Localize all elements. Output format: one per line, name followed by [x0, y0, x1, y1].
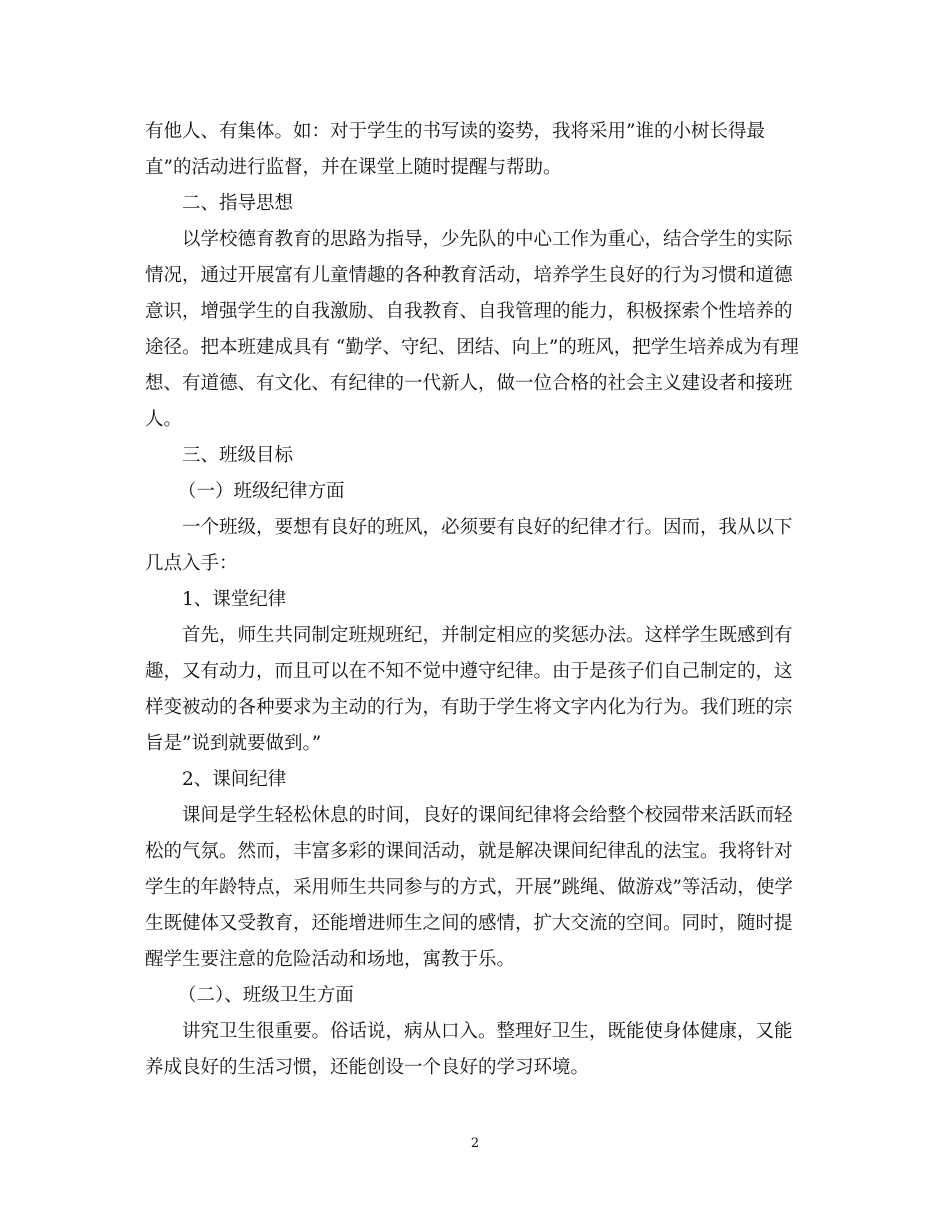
text-line: 醒学生要注意的危险活动和场地，寓教于乐。: [145, 949, 516, 970]
subsection-heading: （一）班级纪律方面: [178, 481, 345, 502]
text-line: 意识，增强学生的自我激励、自我教育、自我管理的能力，积极探索个性培养的: [145, 301, 793, 322]
text-line: 生既健体又受教育，还能增进师生之间的感情，扩大交流的空间。同时，随时提: [145, 913, 793, 934]
section-heading: 三、班级目标: [182, 445, 294, 466]
text-line: 一个班级，要想有良好的班风，必须要有良好的纪律才行。因而，我从以下: [182, 517, 793, 538]
text-line: 课间是学生轻松休息的时间，良好的课间纪律将会给整个校园带来活跃而轻: [182, 805, 793, 826]
section-heading: 二、指导思想: [182, 193, 294, 214]
text-line: 首先，师生共同制定班规班纪，并制定相应的奖惩办法。这样学生既感到有: [182, 625, 793, 646]
text-line: 旨是”说到就要做到。”: [145, 733, 322, 754]
text-line: 样变被动的各种要求为主动的行为，有助于学生将文字内化为行为。我们班的宗: [145, 697, 793, 718]
text-line: 讲究卫生很重要。俗话说，病从口入。整理好卫生，既能使身体健康，又能: [182, 1021, 793, 1042]
text-line: 有他人、有集体。如：对于学生的书写读的姿势，我将采用”谁的小树长得最: [145, 121, 765, 142]
text-line: 趣，又有动力，而且可以在不知不觉中遵守纪律。由于是孩子们自己制定的，这: [145, 661, 793, 682]
text-line: 几点入手：: [145, 553, 238, 574]
subsection-heading: （二）、班级卫生方面: [178, 985, 354, 1006]
text-line: 想、有道德、有文化、有纪律的一代新人，做一位合格的社会主义建设者和接班: [145, 373, 793, 394]
text-line: 人。: [145, 409, 183, 430]
text-line: 情况，通过开展富有儿童情趣的各种教育活动，培养学生良好的行为习惯和道德: [145, 265, 793, 286]
page-number: 2: [470, 1136, 480, 1151]
text-line: 直”的活动进行监督，并在课堂上随时提醒与帮助。: [145, 157, 562, 178]
text-line: 养成良好的生活习惯，还能创设一个良好的学习环境。: [145, 1057, 590, 1078]
text-line: 途径。把本班建成具有 “勤学、守纪、团结、向上”的班风，把学生培养成为有理: [145, 337, 799, 358]
text-line: 松的气氛。然而，丰富多彩的课间活动，就是解决课间纪律乱的法宝。我将针对: [145, 841, 793, 862]
text-line: 以学校德育教育的思路为指导，少先队的中心工作为重心，结合学生的实际: [182, 229, 793, 250]
subsection-heading: 1、课堂纪律: [182, 589, 287, 610]
subsection-heading: 2、课间纪律: [182, 769, 287, 790]
text-line: 学生的年龄特点，采用师生共同参与的方式，开展”跳绳、做游戏”等活动，使学: [145, 877, 793, 898]
